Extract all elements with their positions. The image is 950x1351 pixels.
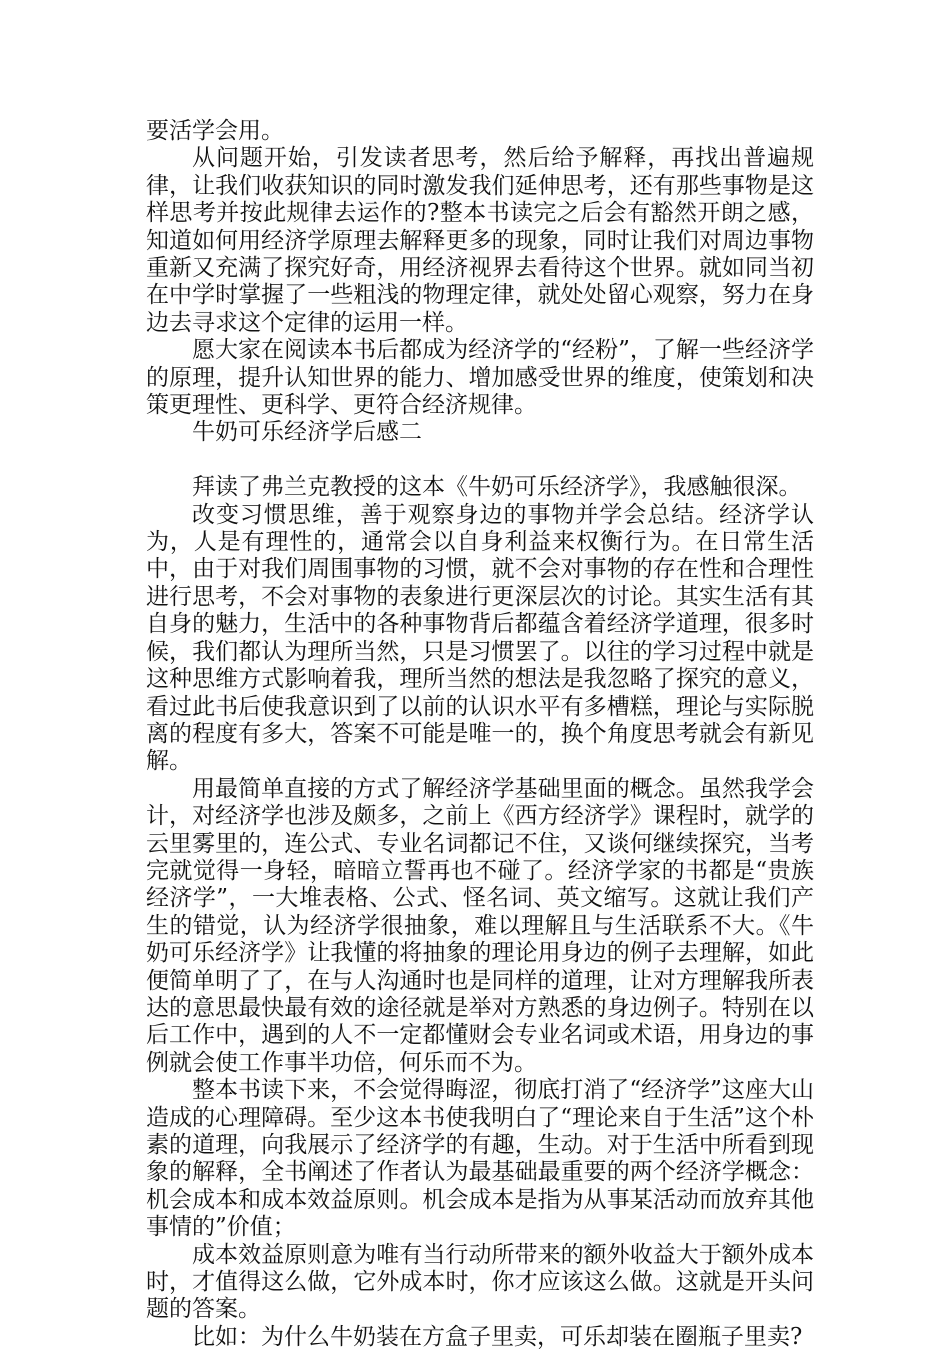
document-body [146,118,814,1351]
section-heading: 牛奶可乐经济学后感二 [192,419,422,446]
paragraph: 拜读了弗兰克教授的这本《牛奶可乐经济学》，我感触很深。 [192,474,802,501]
paragraph: 愿大家在阅读本书后都成为经济学的“经粉”，了解一些经济学的原理，提升认知世界的能力、增加感受世界的维度，使策划和决策更理性、更科学、更符合经济规律。 [146,337,814,419]
paragraph: 成本效益原则意为唯有当行动所带来的额外收益大于额外成本时，才值得这么做，它外成本时，你才应该这么做。这就是开头问题的答案。 [146,1241,814,1323]
paragraph: 整本书读下来，不会觉得晦涩，彻底打消了“经济学”这座大山造成的心理障碍。至少这本书使我明白了“理论来自于生活”这个朴素的道理，向我展示了经济学的有趣，生动。对于生活中所看到现象的解释，全书阐述了作者认为最基础最重要的两个经济学概念：机会成本和成本效益原则。机会成本是指为从事某活动而放弃其他事情的”价值； [146,1077,814,1241]
paragraph: 比如：为什么牛奶装在方盒子里卖，可乐却装在圈瓶子里卖? [192,1323,803,1350]
paragraph: 改变习惯思维，善于观察身边的事物并学会总结。经济学认为，人是有理性的，通常会以自身利益来权衡行为。在日常生活中，由于对我们周围事物的习惯，就不会对事物的存在性和合理性进行思考，不会对事物的表象进行更深层次的讨论。其实生活有其自身的魅力，生活中的各种事物背后都蕴含着经济学道理，很多时候，我们都认为理所当然，只是习惯罢了。以往的学习过程中就是这种思维方式影响着我，理所当然的想法是我忽略了探究的意义，看过此书后使我意识到了以前的认识水平有多槽糕，理论与实际脱离的程度有多大，答案不可能是唯一的，换个角度思考就会有新见解。 [146,501,814,775]
paragraph-continuation: 要活学会用。 [146,118,284,144]
blank-line [146,447,814,474]
paragraph: 用最简单直接的方式了解经济学基础里面的概念。虽然我学会计，对经济学也涉及颇多，之前上《西方经济学》课程时，就学的云里雾里的，连公式、专业名词都记不住，又谈何继续探究，当考完就觉得一身轻，暗暗立誓再也不碰了。经济学家的书都是“贵族经济学”，一大堆表格、公式、怪名词、英文缩写。这就让我们产生的错觉，认为经济学很抽象，难以理解且与生活联系不大。《牛奶可乐经济学》让我懂的将抽象的理论用身边的例子去理解，如此便简单明了了，在与人沟通时也是同样的道理，让对方理解我所表达的意思最快最有效的途径就是举对方熟悉的身边例子。特别在以后工作中，遇到的人不一定都懂财会专业名词或术语，用身边的事例就会使工作事半功倍，何乐而不为。 [146,775,814,1076]
paragraph: 从问题开始，引发读者思考，然后给予解释，再找出普遍规律，让我们收获知识的同时激发我们延伸思考，还有那些事物是这样思考并按此规律去运作的?整本书读完之后会有豁然开朗之感，知道如何用经济学原理去解释更多的现象，同时让我们对周边事物重新又充满了探究好奇，用经济视界去看待这个世界。就如同当初在中学时掌握了一些粗浅的物理定律，就处处留心观察，努力在身边去寻求这个定律的运用一样。 [146,145,814,336]
